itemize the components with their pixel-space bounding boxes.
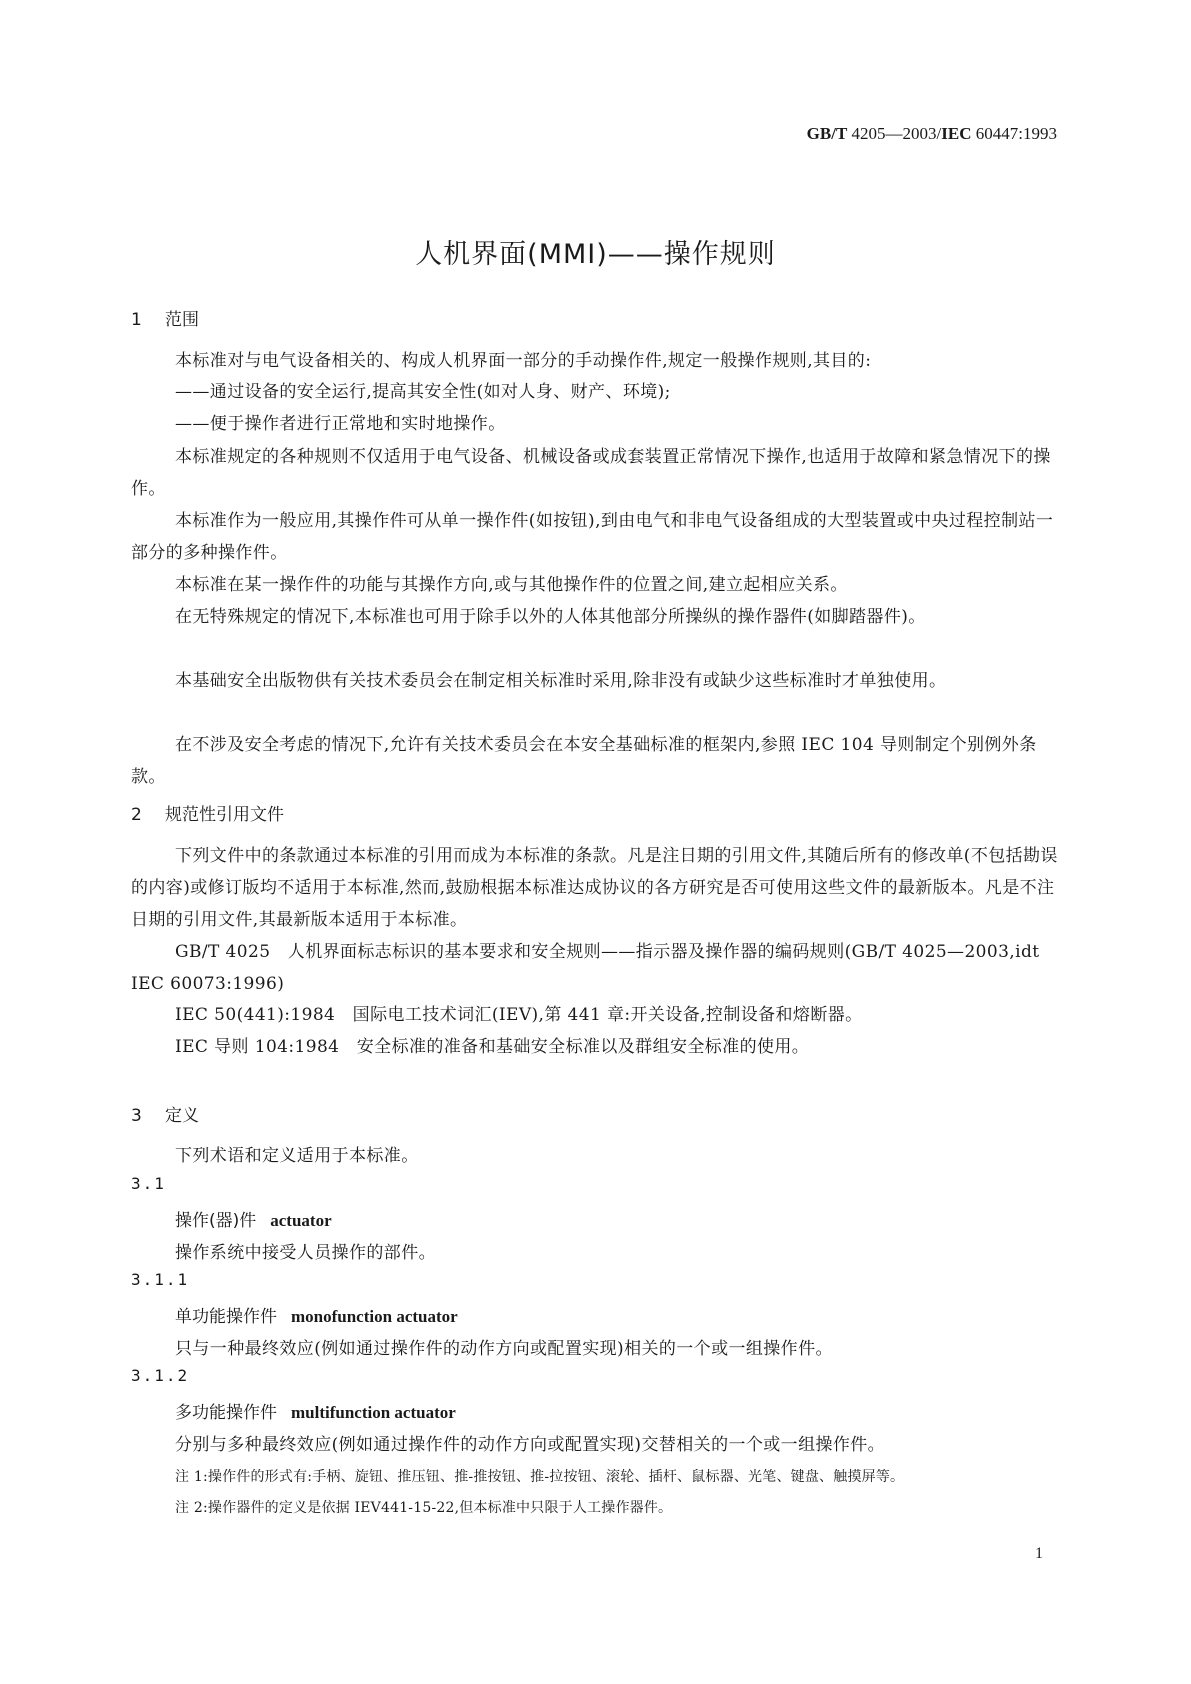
definition-3-1-2-text: 分别与多种最终效应(例如通过操作件的动作方向或配置实现)交替相关的一个或一组操作件。 — [175, 1435, 886, 1455]
note-1: 注 1:操作件的形式有:手柄、旋钮、推压钮、推-推按钮、推-拉按钮、滚轮、插杆、鼠标器、光笔、键盘、触摸屏等。 — [175, 1469, 905, 1485]
section-2-heading: 2 规范性引用文件 — [131, 805, 284, 825]
sec1-paragraph-1: 本标准对与电气设备相关的、构成人机界面一部分的手动操作件,规定一般操作规则,其目的: — [175, 351, 872, 371]
definition-3-1-2-term: 多功能操作件 multifunction actuator — [175, 1403, 456, 1423]
sec1-paragraph-7: 在不涉及安全考虑的情况下,允许有关技术委员会在本安全基础标准的框架内,参照 IEC 104 导则制定个别例外条款。 — [131, 735, 1037, 787]
note-2: 注 2:操作器件的定义是依据 IEV441-15-22,但本标准中只限于人工操作器件。 — [175, 1500, 673, 1516]
sec3-intro: 下列术语和定义适用于本标准。 — [175, 1146, 419, 1166]
sec1-paragraph-6: 本基础安全出版物供有关技术委员会在制定相关标准时采用,除非没有或缺少这些标准时才单独使用。 — [175, 671, 947, 691]
definition-3-1-number: 3.1 — [131, 1174, 166, 1193]
page-title: 人机界面(MMI)——操作规则 — [415, 239, 776, 270]
definition-3-1-1-text: 只与一种最终效应(例如通过操作件的动作方向或配置实现)相关的一个或一组操作件。 — [175, 1339, 833, 1359]
section-1-heading: 1 范围 — [131, 310, 199, 330]
sec2-reference-3: IEC 导则 104:1984 安全标准的准备和基础安全标准以及群组安全标准的使用。 — [175, 1037, 810, 1057]
sec1-bullet-1: ——通过设备的安全运行,提高其安全性(如对人身、财产、环境); — [175, 382, 671, 402]
sec1-paragraph-3: 本标准作为一般应用,其操作件可从单一操作件(如按钮),到由电气和非电气设备组成的大型装置或中央过程控制站一部分的多种操作件。 — [131, 511, 1054, 563]
definition-3-1-term: 操作(器)件 actuator — [175, 1211, 332, 1231]
definition-3-1-text: 操作系统中接受人员操作的部件。 — [175, 1243, 436, 1263]
section-3-heading: 3 定义 — [131, 1106, 199, 1126]
definition-3-1-1-term: 单功能操作件 monofunction actuator — [175, 1307, 458, 1327]
sec1-paragraph-5: 在无特殊规定的情况下,本标准也可用于除手以外的人体其他部分所操纵的操作器件(如脚踏器件)。 — [175, 607, 926, 627]
definition-3-1-1-number: 3.1.1 — [131, 1270, 190, 1289]
sec1-bullet-2: ——便于操作者进行正常地和实时地操作。 — [175, 414, 506, 434]
sec2-reference-2: IEC 50(441):1984 国际电工技术词汇(IEV),第 441 章:开关设备,控制设备和熔断器。 — [175, 1005, 863, 1025]
sec2-reference-1: GB/T 4025 人机界面标志标识的基本要求和安全规则——指示器及操作器的编码规则(GB/T 4025—2003,idt IEC 60073:1996) — [131, 942, 1040, 994]
sec1-paragraph-2: 本标准规定的各种规则不仅适用于电气设备、机械设备或成套装置正常情况下操作,也适用于故障和紧急情况下的操作。 — [131, 447, 1051, 499]
sec1-paragraph-4: 本标准在某一操作件的功能与其操作方向,或与其他操作件的位置之间,建立起相应关系。 — [175, 575, 848, 595]
page-number: 1 — [1035, 1545, 1043, 1562]
sec2-paragraph-1: 下列文件中的条款通过本标准的引用而成为本标准的条款。凡是注日期的引用文件,其随后所有的修改单(不包括勘误的内容)或修订版均不适用于本标准,然而,鼓励根据本标准达成协议的各方研究是否可使用这些文件的最新版本。凡是不注日期的引用文件,其最新版本适用于本标准。 — [131, 846, 1058, 930]
standard-number: GB/T 4205—2003/IEC 60447:1993 — [806, 124, 1057, 143]
definition-3-1-2-number: 3.1.2 — [131, 1366, 190, 1385]
